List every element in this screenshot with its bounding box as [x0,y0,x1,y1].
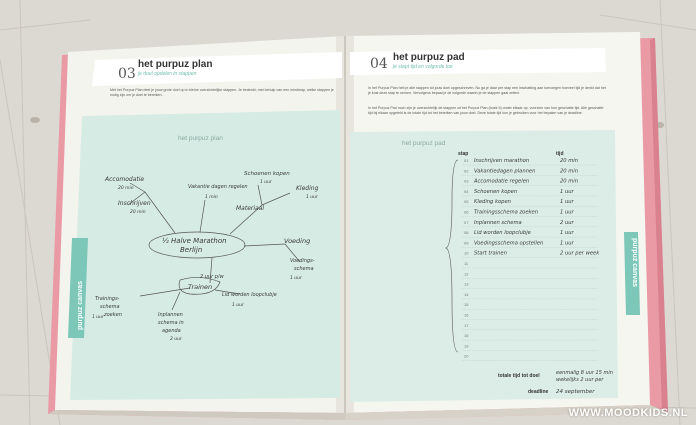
row-number: 17 [464,322,469,328]
mindmap-node: Lid worden loopclubje [222,292,277,298]
right-tab-label: purpuz canvas [631,238,638,288]
total-label: totale tijd tot doel [498,373,540,379]
mindmap-node: Inschrijven [118,200,151,207]
mindmap-node: Inplannen [158,312,183,318]
row-time: 1 uur [560,230,574,237]
row-time: 1 uur [560,209,574,216]
row-time: 2 uur per week [560,250,600,257]
mindmap-node: Voeding [284,237,311,245]
mindmap-node: Trainen [188,283,213,291]
mindmap-node: 1 min [205,195,218,200]
row-number: 04 [464,188,469,194]
left-page-title: het purpuz plan [138,59,213,70]
row-step: Start trainen [474,250,507,257]
mindmap-node: Materiaal [236,205,265,212]
row-number: 15 [464,302,469,308]
row-step: Inplannen schema [474,219,522,226]
left-page-number: 03 [118,66,136,82]
mindmap-node: 1 uur [232,303,244,308]
row-number: 07 [464,219,469,225]
table-row [462,168,598,175]
mindmap-node: schema in [158,320,184,326]
row-time: 20 min [560,178,579,185]
row-step: Voedingsschema opstellen [474,240,544,247]
left-section-title: het purpuz plan [178,135,223,142]
row-step: Kleding kopen [474,199,511,206]
deadline-label: deadline [528,389,549,395]
mindmap-node: Schoenen kopen [244,171,290,177]
right-page-subtitle: je stapt tijd en volgorde toe [393,64,453,70]
row-step: Schoenen kopen [474,188,518,195]
mindmap-node: agenda [162,328,181,334]
mindmap-node: Accomodatie [105,176,145,183]
row-number: 02 [464,168,469,174]
mindmap-node: zoeken [104,312,122,318]
left-intro-text: Met het Purpuz Plan deel je jouw grote doel op in kleine overzichtelijke stappen. Je bedenkt, met behulp van een mindmap, welke stappen je nodig zijn om je doel te bereiken. [110,88,334,97]
row-number: 14 [464,291,469,297]
mindmap-node: 1 uur [260,180,272,185]
row-time: 1 uur [560,199,574,206]
row-time: 20 min [560,168,579,175]
col-time-header: tijd [556,151,564,157]
row-time: 1 uur [560,240,574,247]
row-time: 2 uur [560,219,574,226]
left-mint-panel [70,110,340,400]
right-section-title: het purpuz pad [402,140,446,147]
row-number: 05 [464,199,469,205]
right-page-number: 04 [370,56,388,72]
row-step: Vakantiedagen plannen [474,168,536,175]
watermark: WWW.MOODKIDS.NL [568,407,688,419]
total-value-2: wekelijks 2 uur per [556,377,604,383]
row-time: 20 min [560,158,579,164]
mindmap-center-line2: Berlijn [180,246,203,254]
row-number: 03 [464,178,469,184]
right-page-title: het purpuz pad [393,52,465,63]
deadline-value: 24 september [556,389,595,395]
row-number: 16 [464,312,469,318]
row-number: 18 [464,333,469,339]
left-tab-label: purpuz canvas [77,280,84,330]
row-number: 10 [464,250,469,256]
row-step: Lid worden loopclubje [474,230,531,237]
mindmap-center-line1: ½ Halve Marathon [162,237,227,245]
mindmap-node: 1 uur [92,315,104,320]
mindmap-node: 1 uur [290,276,302,281]
row-number: 12 [464,271,469,277]
row-number: 13 [464,281,469,287]
mindmap-node: 2 uur p/w [200,274,224,280]
row-number: 09 [464,240,469,246]
right-intro-text-1: In het Purpuz Plan heb je alle stappen tot jouw doel opgeschreven. Nu ga je daar per stap een inschatting aan toevoegen hoeveel tijd je denkt dat het je kost deze stap te nemen. Vervolgens bepaal je de volgorde waarin je de stappen gaat zetten. [368,86,606,95]
mindmap-node: Vakantie dagen regelen [188,184,248,190]
row-number: 06 [464,209,469,215]
row-step: Inschrijven marathon [474,158,530,164]
mindmap-node: 20 min [130,210,146,215]
mindmap-node: schema [100,304,120,310]
total-value-1: eenmalig 8 uur 15 min [556,370,613,376]
mindmap-node: 2 uur [170,337,182,342]
row-number: 08 [464,230,469,236]
mindmap-node: Voedings- [290,258,315,264]
mindmap-node: 1 uur [306,195,318,200]
left-page-subtitle: je doel opdelen in stappen [138,71,197,77]
row-number: 01 [464,158,469,163]
row-time: 1 uur [560,188,574,195]
row-step: Trainingsschema zoeken [474,209,539,216]
col-step-header: stap [458,151,469,157]
row-number: 11 [464,261,469,266]
mindmap-node: 20 min [118,186,134,191]
mindmap-node: schema [294,266,314,272]
mindmap-node: Kleding [296,185,319,192]
right-intro-text-2: In het Purpuz Pad noch zijn je overzichtelijk de stappen uit het Purpuz Plan (boek 5) onder elkaar op, voorzien van hun geschatte tijd. Alle geschatte tijd bij elkaar opgeteld is de totale tijd tot het bereiken van jouw doel. Deze totale tijd kun je gebruiken voor het bepalen van je deadline. [368,106,604,115]
mindmap-node: Trainings- [95,296,120,302]
row-step: Accomodatie regelen [474,178,530,185]
row-number: 19 [464,343,469,349]
row-number: 20 [464,353,469,359]
